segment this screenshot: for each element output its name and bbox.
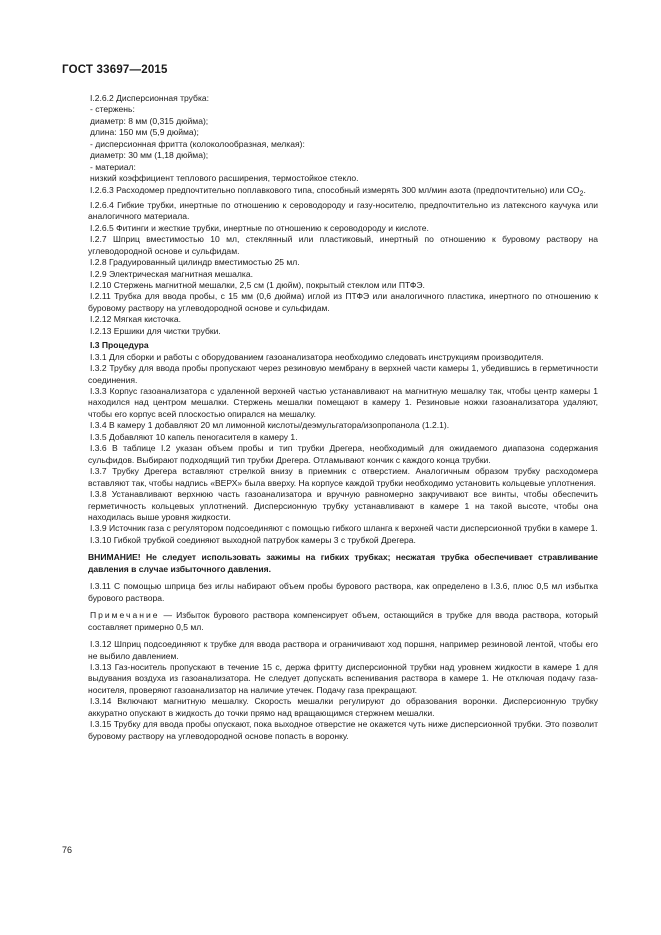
- paragraph: I.2.12 Мягкая кисточка.: [90, 314, 181, 325]
- paragraph: I.3.11 С помощью шприца без иглы набирают объем пробы бурового раствора, как определено в I.3.6, плюс 0,5 мл избытка бурового раствора.: [88, 581, 598, 603]
- paragraph: [88, 185, 598, 200]
- paragraph: I.3.5 Добавляют 10 капель пеногасителя в камеру 1.: [90, 431, 298, 442]
- paragraph: I.3.13 Газ-носитель пропускают в течение 15 с, держа фритту дисперсионной трубки над уровнем жидкости в камере 1 для выдувания воздуха из газоанализатора. Не следует допускать вспенивания раствора в камере 1. Не отключая подачу газа-носителя, проверяют газоанализатор на наличие утечек. Подачу газа прекращают.: [88, 662, 598, 695]
- paragraph: I.2.6.5 Фитинги и жесткие трубки, инертные по отношению к сероводороду и кислоте.: [90, 222, 429, 233]
- page-header: ГОСТ 33697—2015: [62, 64, 168, 76]
- paragraph: диаметр: 8 мм (0,315 дюйма);: [90, 115, 209, 126]
- paragraph: I.2.10 Стержень магнитной мешалки, 2,5 см (1 дюйм), покрытый стеклом или ПТФЭ.: [90, 279, 425, 290]
- paragraph: I.3.1 Для сборки и работы с оборудованием газоанализатора необходимо следовать инструкциям производителя.: [90, 351, 544, 362]
- paragraph: I.3.4 В камеру 1 добавляют 20 мл лимонной кислоты/деэмульгатора/изопропанола (1.2.1).: [90, 420, 450, 431]
- paragraph: I.3.10 Гибкой трубкой соединяют выходной патрубок камеры 3 с трубкой Дрегера.: [90, 534, 416, 545]
- subscript: 2: [579, 189, 584, 198]
- note-label: Примечание: [90, 610, 160, 621]
- paragraph: I.3.9 Источник газа с регулятором подсоединяют с помощью гибкого шланга к верхней части дисперсионной трубки в камере 1.: [90, 523, 598, 534]
- note-text: — Избыток бурового раствора компенсирует объем, остающийся в трубке для ввода раствора, который составляет примерно 0,5 мл.: [88, 610, 598, 632]
- paragraph: низкий коэффициент теплового расширения, термостойкое стекло.: [90, 173, 359, 184]
- paragraph: - материал:: [90, 161, 136, 172]
- paragraph: длина: 150 мм (5,9 дюйма);: [90, 127, 199, 138]
- note: [88, 610, 598, 633]
- paragraph: I.2.13 Ершики для чистки трубки.: [90, 325, 221, 336]
- paragraph: I.3.7 Трубку Дрегера вставляют стрелкой внизу в приемник с отверстием. Аналогичным образом трубку расходомера вставляют так, чтобы надпись «ВЕРХ» была вверху. На корпусе каждой трубки необходимо установить кольцевые уплотнения.: [88, 466, 598, 488]
- warning-text: ВНИМАНИЕ! Не следует использовать зажимы на гибких трубках; несжатая трубка обеспечивает стравливание давления в случае избыточного давления.: [88, 552, 598, 574]
- paragraph: I.2.7 Шприц вместимостью 10 мл, стеклянный или пластиковый, инертный по отношению к буровому раствору на углеводородной основе и сульфидам.: [88, 234, 598, 256]
- paragraph: I.2.6.4 Гибкие трубки, инертные по отношению к сероводороду и газу-носителю, предпочтительно из латексного каучука или аналогичного материала.: [88, 199, 598, 222]
- paragraph: I.3.14 Включают магнитную мешалку. Скорость мешалки регулируют до образования воронки. Дисперсионную трубку аккуратно опускают в жидкость до точки прямо над вращающимся стержнем мешалки.: [88, 696, 598, 718]
- document-body: [88, 93, 598, 742]
- paragraph: I.3.8 Устанавливают верхнюю часть газоанализатора и вручную равномерно закручивают все винты, чтобы обеспечить герметичность кольцевых уплотнений. Дисперсионную трубку устанавливают в камере 1 на такой высоте, чтобы она находилась выше уровня жидкости.: [88, 489, 598, 523]
- section-heading: I.3 Процедура: [90, 340, 149, 351]
- paragraph: - стержень:: [90, 104, 135, 115]
- paragraph: I.3.3 Корпус газоанализатора с удаленной верхней частью устанавливают на магнитную мешалку так, чтобы центр камеры 1 находился над центром мешалки. Стержень мешалки помещают в камеру 1. Резиновые ножки газоанализатора удаляют, чтобы его корпус всей плоскостью опирался на мешалку.: [88, 386, 598, 419]
- paragraph: I.3.6 В таблице I.2 указан объем пробы и тип трубки Дрегера, необходимый для ожидаемого диапазона содержания сульфидов. Выбирают подходящий тип трубки Дрегера. Отламывают кончик с каждого конца трубки.: [88, 443, 598, 465]
- paragraph: диаметр: 30 мм (1,18 дюйма);: [90, 150, 209, 161]
- paragraph: I.3.2 Трубку для ввода пробы пропускают через резиновую мембрану в верхней части камеры 1, убедившись в герметичности соединения.: [88, 363, 598, 385]
- paragraph-text: I.2.6.3 Расходомер предпочтительно поплавкового типа, способный измерять 300 мл/мин азота (предпочтительно) или CO: [90, 184, 580, 195]
- paragraph: I.2.9 Электрическая магнитная мешалка.: [90, 268, 253, 279]
- paragraph: I.3.12 Шприц подсоединяют к трубке для ввода раствора и ограничивают ход поршня, например резиновой лентой, чтобы его не выбило давлением.: [88, 639, 598, 661]
- paragraph: - дисперсионная фритта (колоколообразная, мелкая):: [90, 138, 305, 149]
- page-number: 76: [62, 845, 73, 855]
- paragraph: I.2.11 Трубка для ввода пробы, с 15 мм (0,6 дюйма) иглой из ПТФЭ или аналогичного пластика, инертного по отношению к буровому раствору на углеводородной основе и сульфидам.: [88, 291, 598, 313]
- paragraph: I.2.8 Градуированный цилиндр вместимостью 25 мл.: [90, 257, 300, 268]
- paragraph-text-end: .: [583, 184, 586, 195]
- paragraph: I.3.15 Трубку для ввода пробы опускают, пока выходное отверстие не окажется чуть ниже дисперсионной трубки. Это позволит буровому раствору на углеводородной основе попасть в воронку.: [88, 719, 598, 741]
- paragraph: I.2.6.2 Дисперсионная трубка:: [90, 93, 209, 103]
